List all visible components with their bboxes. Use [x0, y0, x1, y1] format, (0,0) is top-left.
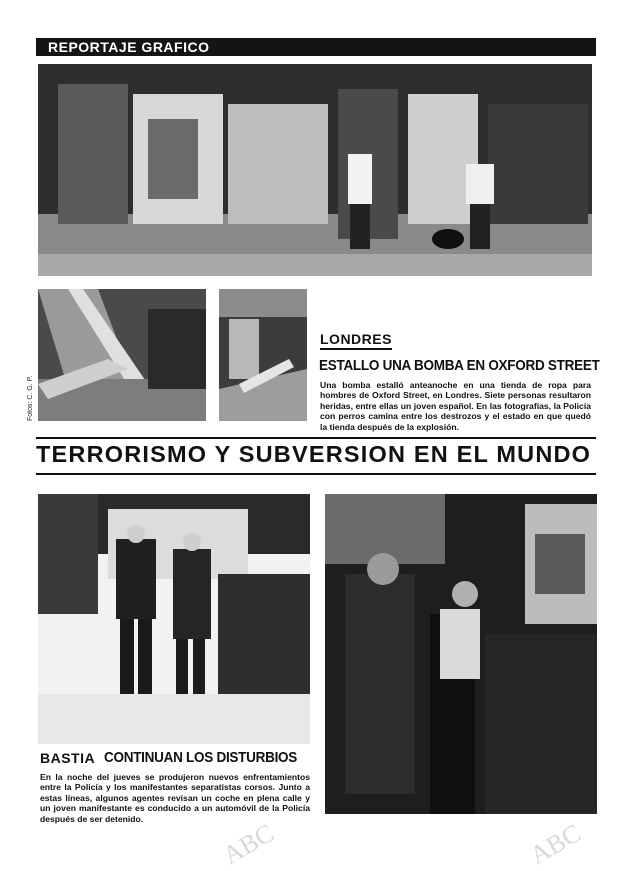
- londres-body: Una bomba estalló anteanoche en una tienda de ropa para hombres de Oxford Street, en Londres. Siete personas resultaron heridas, entre ellas un joven español. En las fotografías, la Policía con perros camina entre los destrozos y el estado en que quedó la tienda después de la explosión.: [320, 380, 591, 432]
- londres-headline: ESTALLO UNA BOMBA EN OXFORD STREET: [319, 357, 600, 374]
- photo-shop-interior: [38, 289, 206, 421]
- bastia-headline: CONTINUAN LOS DISTURBIOS: [104, 749, 298, 766]
- title-rule-top: [36, 437, 596, 439]
- photo-oxford-street: [38, 64, 592, 276]
- bastia-body: En la noche del jueves se produjeron nuevos enfrentamientos entre la Policía y los manifestantes separatistas corsos. Junto a estas líneas, algunos agentes revisan un coche en plena calle y un joven manifestante es conducido a un automóvil de la Policía después de ser detenido.: [40, 772, 310, 824]
- main-title: TERRORISMO Y SUBVERSION EN EL MUNDO: [36, 441, 592, 467]
- photo-oxford-street-image: [38, 64, 592, 276]
- photo-shop-rubble-image: [219, 289, 307, 421]
- section-label: REPORTAJE GRAFICO: [48, 39, 210, 55]
- photo-credit: Fotos: C. G. P.: [27, 375, 34, 421]
- section-header: [36, 38, 596, 56]
- photo-shop-interior-image: [38, 289, 206, 421]
- photo-arrest-image: [325, 494, 597, 814]
- londres-kicker: LONDRES: [320, 331, 392, 350]
- photo-arrest: [325, 494, 597, 814]
- photo-police-car-image: [38, 494, 310, 744]
- bastia-kicker: BASTIA: [40, 750, 96, 766]
- watermark-right: ABC: [525, 818, 586, 871]
- photo-shop-rubble: [219, 289, 307, 421]
- photo-police-car: [38, 494, 310, 744]
- title-rule-bottom: [36, 473, 596, 475]
- watermark-left: ABC: [218, 818, 279, 871]
